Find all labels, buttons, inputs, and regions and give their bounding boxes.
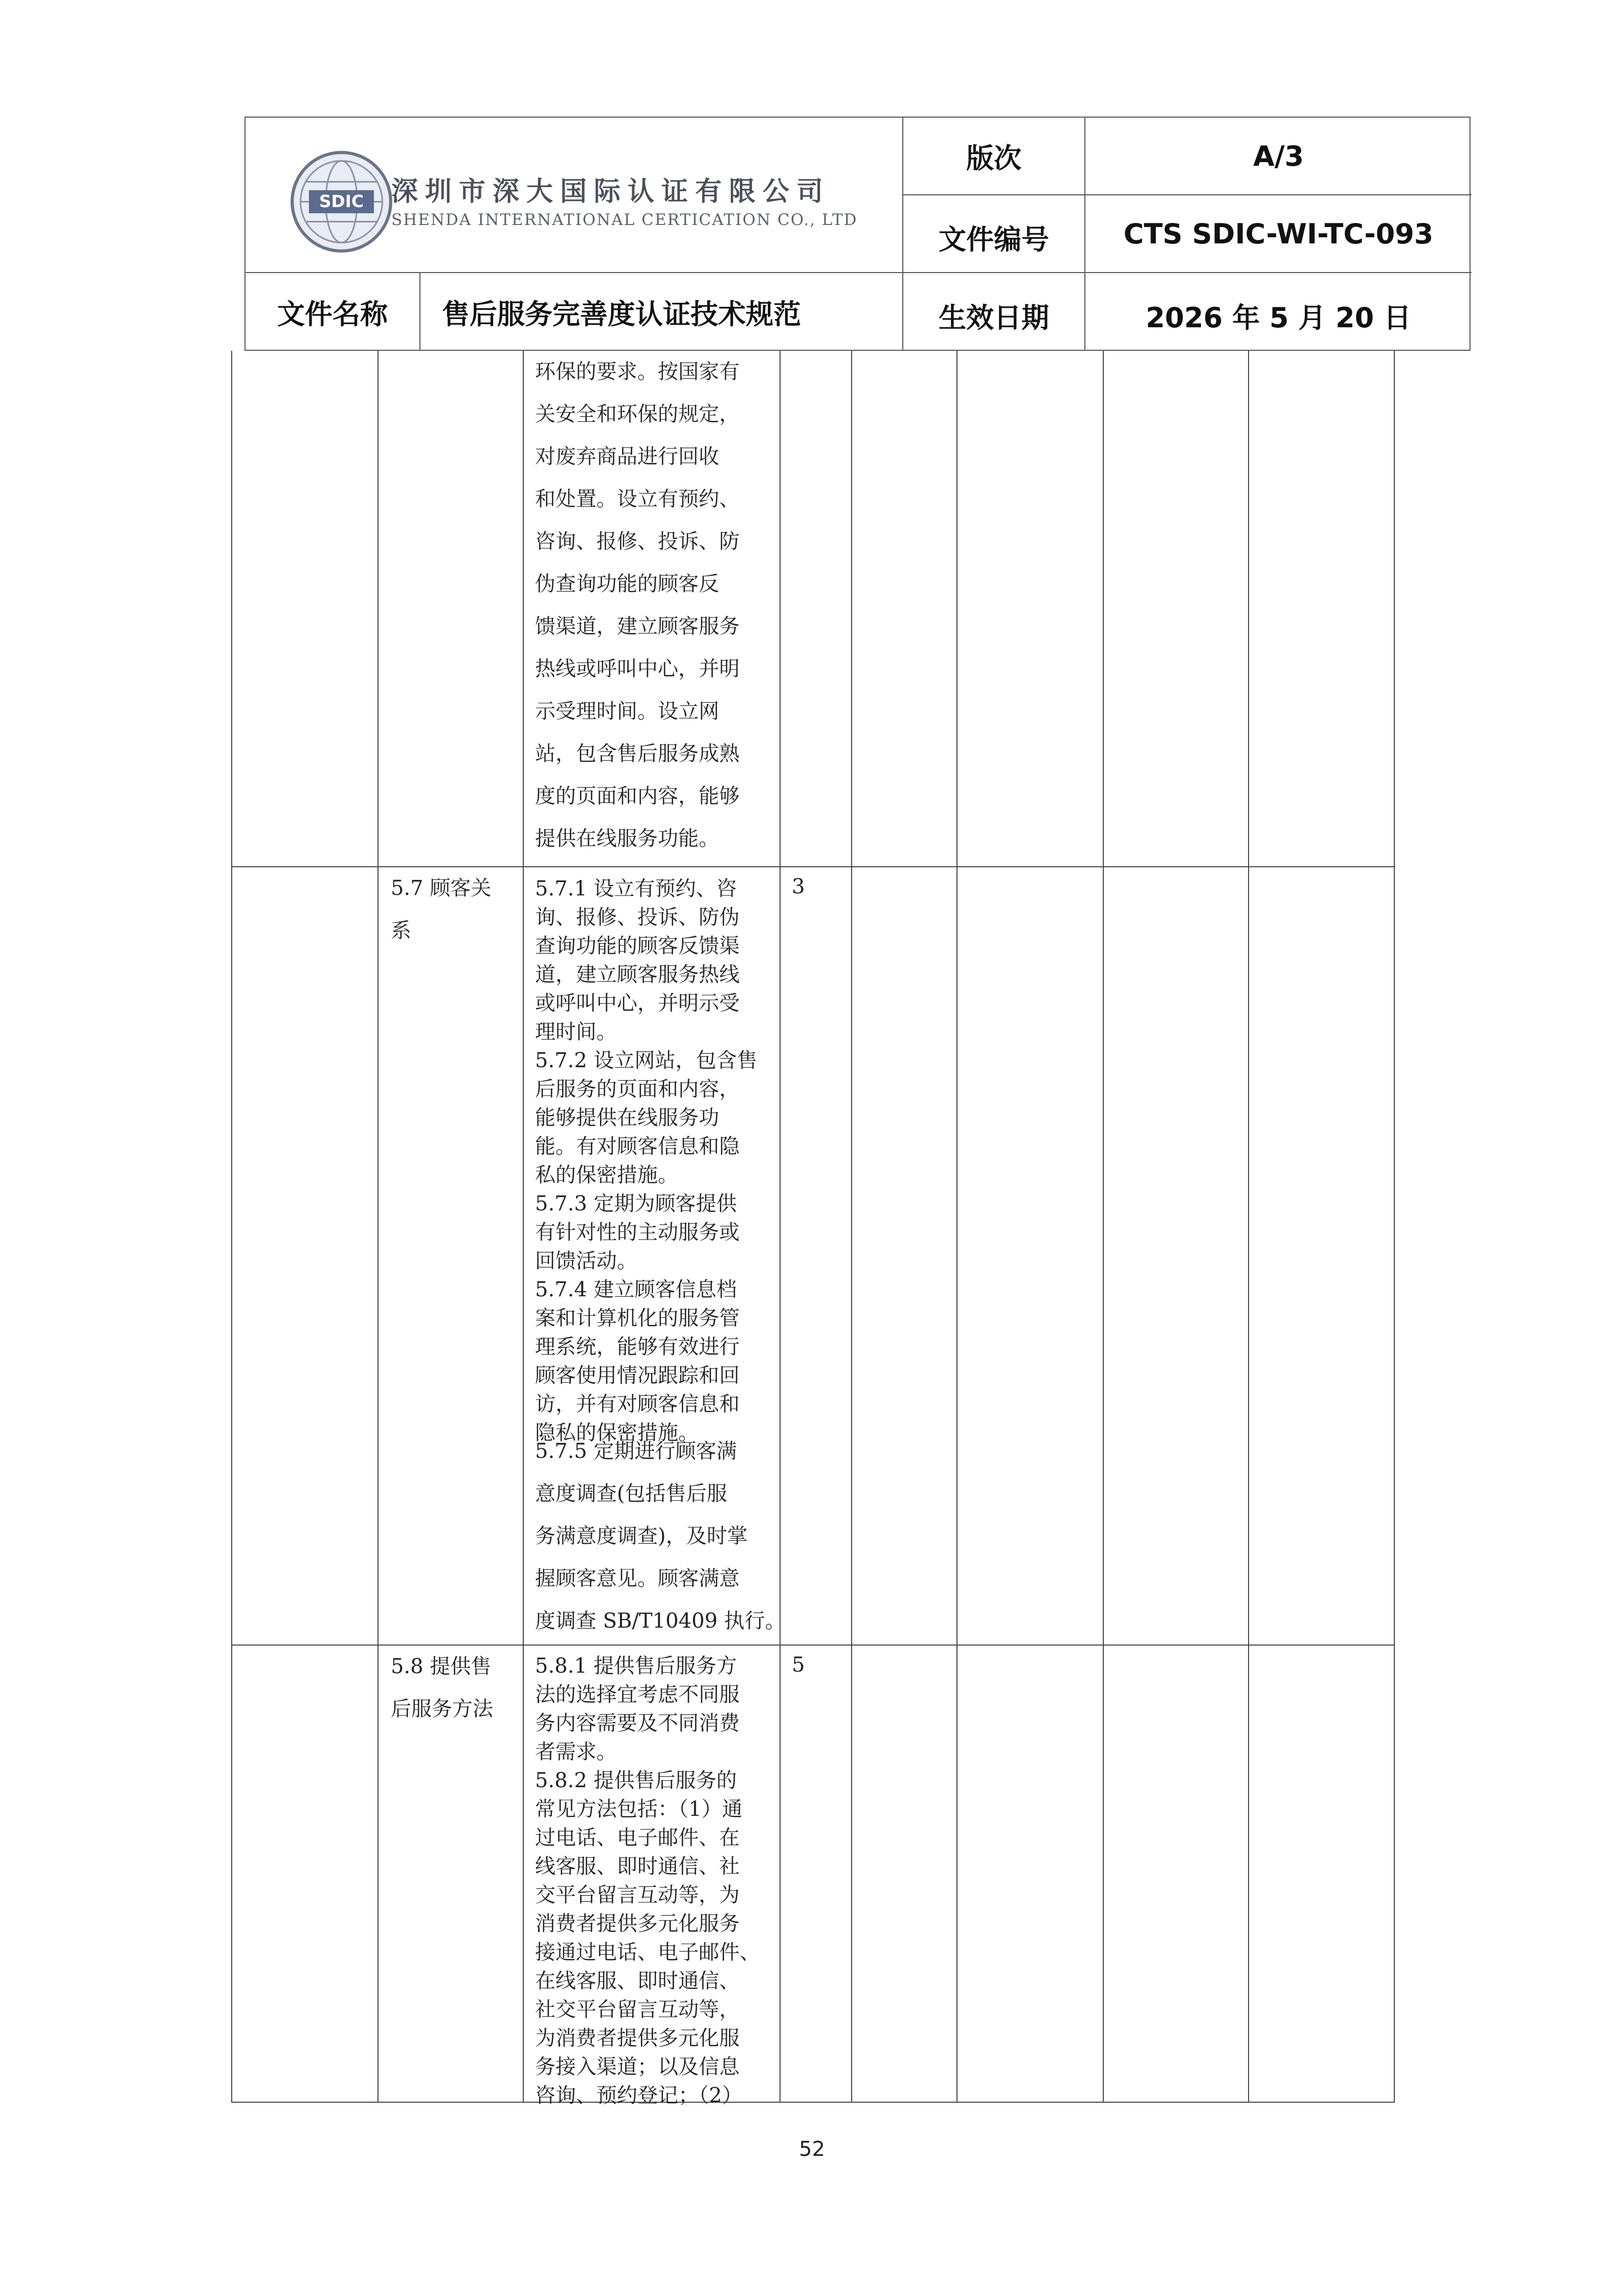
svg-text:SDIC: SDIC [319,191,364,211]
item-content: 5.7.5 定期进行顾客满 意度调查(包括售后服 务满意度调查)，及时掌 握顾客意见。顾客满意 度调查 SB/T10409 执行。 [535,1439,786,1633]
edition-value: A/3 [1253,140,1304,172]
score-value: 3 [792,875,805,898]
company-name-en: SHENDA INTERNATIONAL CERTICATION CO., LTD [391,211,858,229]
edition-label: 版次 [966,142,1021,174]
criteria-table [231,351,1395,2107]
score-value: 5 [792,1653,805,1677]
company-name-cn: 深圳市深大国际认证有限公司 [391,176,831,207]
item-content: 5.7.1 设立有预约、咨 询、报修、投诉、防伪 查询功能的顾客反馈渠 道，建立顾客服务热线 或呼叫中心，并明示受 理时间。 5.7.2 设立网站，包含售 后服务的页面和内容， 能够提供在线服务功 能。有对顾客信息和隐 私的保密措施。 5.7.3 定期为顾客提供 有针对性的主动服务或 回馈活动。 5.7.4 建立顾客信息档 案和计算机化的服务管 理系统，能够有效进行 顾客使用情况跟踪和回 访，并有对顾客信息和 隐私的保密措施。 [535,877,758,1445]
company-logo [289,149,858,241]
effective-label: 生效日期 [939,301,1049,334]
docname-value: 售后服务完善度认证技术规范 [442,298,801,330]
page-number: 52 [799,2137,825,2161]
sdic-seal-icon [289,149,394,254]
item-label: 5.7 顾客关 系 [391,876,492,942]
item-content: 5.8.1 提供售后服务方 法的选择宜考虑不同服 务内容需要及不同消费 者需求。 5.8.2 提供售后服务的 常见方法包括：（1）通 过电话、电子邮件、在 线客服、即时通信、社 交平台留言互动等，为 消费者提供多元化服务 接通过电话、电子邮件、 在线客服、即时通信、 社交平台留言互动等， 为消费者提供多元化服 务接入渠道；以及信息 咨询、预约登记；（2） [535,1654,760,2107]
docno-value: CTS SDIC-WI-TC-093 [1123,217,1434,250]
item-label: 5.8 提供售 后服务方法 [391,1655,493,1721]
document-header [244,117,1471,351]
effective-value: 2026 年 5 月 20 日 [1145,301,1411,334]
docname-label: 文件名称 [277,298,388,330]
table-row: 环保的要求。按国家有 关安全和环保的规定， 对废弃商品进行回收 和处置。设立有预约、 咨询、报修、投诉、防 伪查询功能的顾客反 馈渠道，建立顾客服务 热线或呼叫中心，并明 示受理时间。设立网 站，包含售后服务成熟 度的页面和内容，能够 提供在线服务功能。 [535,360,740,850]
docno-label: 文件编号 [939,223,1049,256]
